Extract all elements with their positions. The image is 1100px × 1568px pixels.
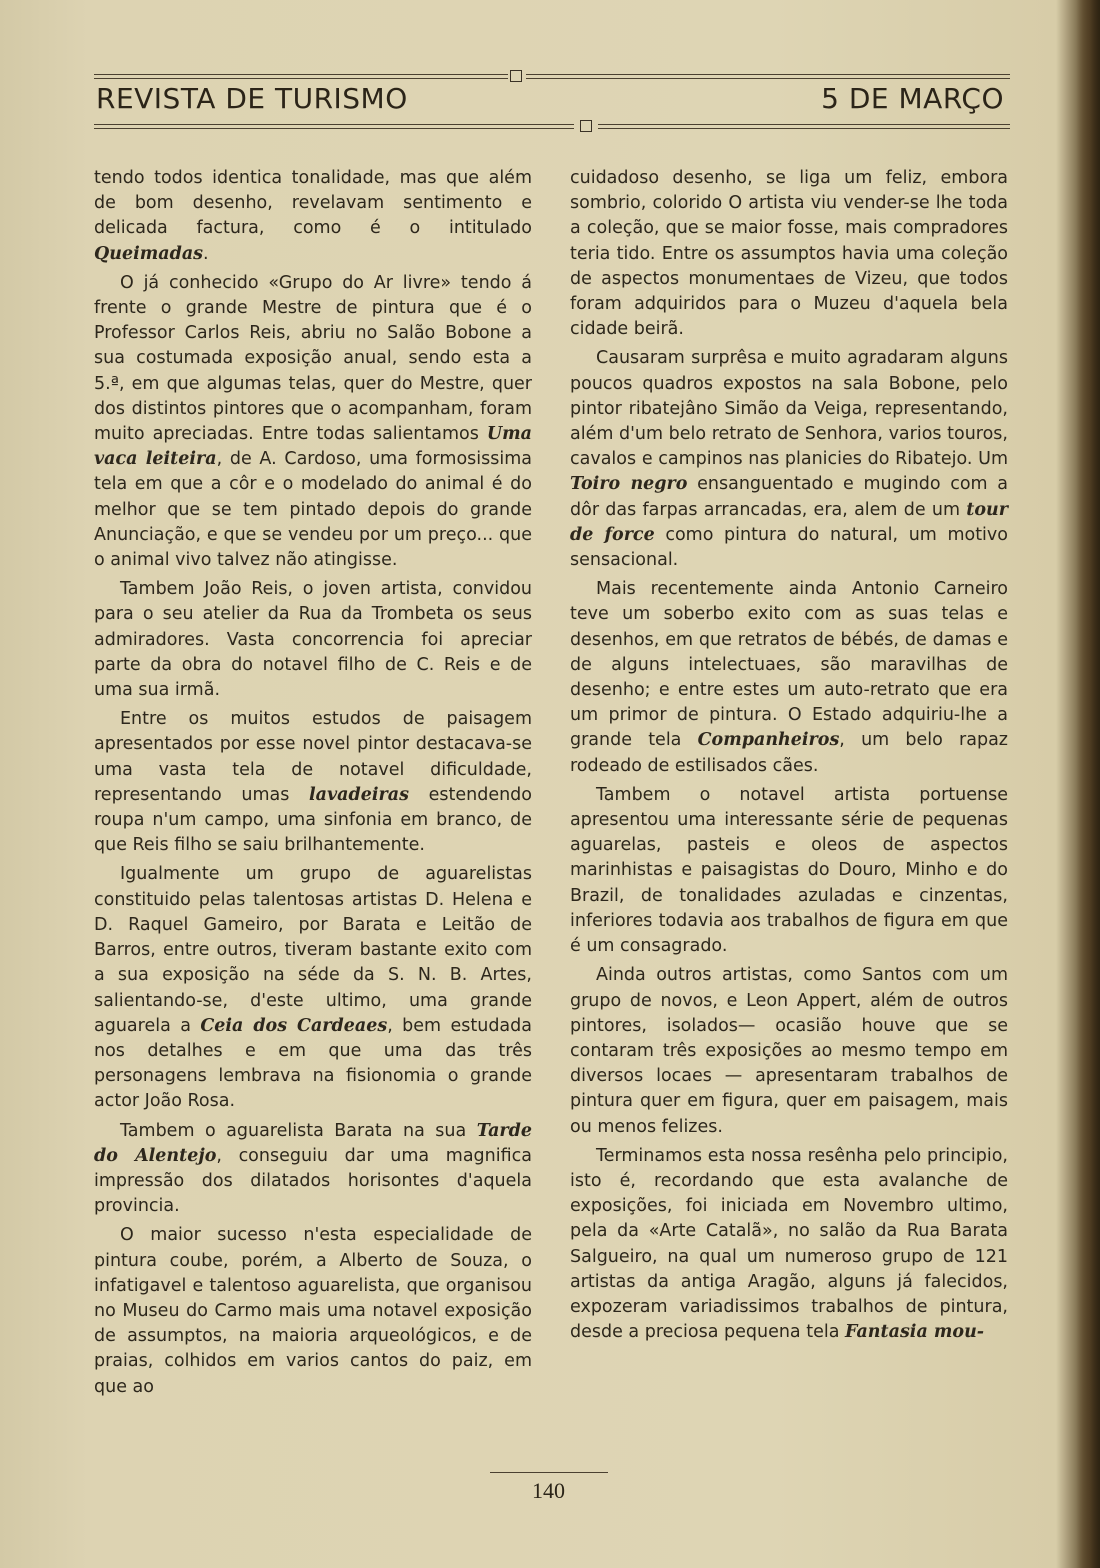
paragraph bbox=[94, 862, 532, 1114]
artwork-title: lavadeiras bbox=[309, 784, 409, 805]
paragraph-text: tendo todos identica tonalidade, mas que além de bom desenho, revelavam sentimento e delicada factura, como é o intitulado bbox=[94, 168, 532, 239]
paragraph-text: , de A. Cardoso, uma formosissima tela em que a côr e o modelado do animal é do melhor que se tem pintado depois do grande Anunciação, e que se vendeu por um preço... que o animal vivo talvez não atingisse. bbox=[94, 449, 532, 571]
paragraph bbox=[570, 1144, 1008, 1346]
header-rule-top-right-inner bbox=[526, 78, 1010, 79]
paragraph-text: , bem estudada nos detalhes e em que uma das três personagens lembrava na fisionomia o grande actor João Rosa. bbox=[94, 1015, 532, 1112]
artwork-title: Queimadas bbox=[94, 243, 204, 264]
header-ornament-box-lower bbox=[580, 120, 592, 132]
header-rule-top-right bbox=[526, 74, 1010, 75]
paragraph-text: Entre os muitos estudos de paisagem apresentados por esse novel pintor destacava-se uma vasta tela de notavel dificuldade, representando umas bbox=[94, 709, 532, 805]
header-rule-bottom bbox=[94, 124, 574, 125]
footer-rule bbox=[490, 1472, 608, 1473]
paragraph-text: Tambem João Reis, o joven artista, convidou para o seu atelier da Rua da Trombeta os seus admiradores. Vasta concorrencia foi apreciar parte da obra do notavel filho de C. Reis e de uma sua irmã. bbox=[94, 579, 532, 701]
header-rule-top-inner bbox=[94, 78, 508, 79]
paragraph bbox=[94, 577, 532, 703]
paragraph-text: . bbox=[203, 243, 209, 264]
binding-edge bbox=[1076, 0, 1100, 1568]
artwork-title: Uma vaca leiteira bbox=[94, 424, 532, 470]
issue-date: 5 DE MARÇO bbox=[821, 82, 1004, 115]
page-number: 140 bbox=[532, 1478, 565, 1503]
paragraph-text: Causaram surprêsa e muito agradaram alguns poucos quadros expostos na sala Bobone, pelo pintor ribatejâno Simão da Veiga, representando, além d'um belo retrato de Senhora, varios touros, cavalos e campinos nas planicies do Ribatejo. Um bbox=[570, 348, 1008, 470]
paragraph bbox=[94, 1223, 532, 1399]
paragraph bbox=[94, 166, 532, 267]
header-ornament-box bbox=[510, 70, 522, 82]
header-rule-bottom-right bbox=[598, 124, 1010, 125]
magazine-title: REVISTA DE TURISMO bbox=[96, 82, 408, 115]
artwork-title: Fantasia mou- bbox=[845, 1322, 985, 1343]
paragraph-text: como pintura do natural, um motivo sensacional. bbox=[570, 524, 1008, 571]
paragraph-text: ensanguentado e mugindo com a dôr das farpas arrancadas, era, alem de um bbox=[570, 474, 1008, 520]
artwork-title: Ceia dos Cardeaes bbox=[200, 1015, 388, 1036]
artwork-title: Toiro negro bbox=[570, 474, 688, 495]
paragraph bbox=[94, 707, 532, 858]
left-text-column bbox=[94, 166, 532, 1400]
paragraph-text: , conseguiu dar uma magnifica impressão dos dilatados horisontes d'aquela provincia. bbox=[94, 1145, 532, 1217]
paragraph-text: Terminamos esta nossa resênha pelo principio, isto é, recordando que esta avalanche de exposições, foi iniciada em Novembro ultimo, pela da «Arte Catalã», no salão da Rua Barata Salgueiro, na qual um numeroso grupo de 121 artistas da antiga Aragão, alguns já falecidos, expozeram variadissimos trabalhos de pintura, desde a preciosa pequena tela bbox=[570, 1145, 1008, 1343]
paragraph bbox=[570, 166, 1008, 342]
right-text-column bbox=[570, 166, 1008, 1345]
paragraph-text: Ainda outros artistas, como Santos com um grupo de novos, e Leon Appert, além de outros pintores, isolados— ocasião houve que se contaram três exposições ao mesmo tempo em diversos locaes — apresentaram trabalhos de pintura quer em figura, quer em paisagem, mais ou menos felizes. bbox=[570, 965, 1008, 1137]
header-rule-bottom-inner bbox=[94, 128, 574, 129]
paragraph bbox=[570, 783, 1008, 959]
paragraph-text: estendendo roupa n'um campo, uma sinfonia em branco, de que Reis filho se saiu brilhantemente. bbox=[94, 784, 532, 856]
paragraph bbox=[570, 577, 1008, 779]
paragraph bbox=[94, 271, 532, 573]
paragraph bbox=[570, 346, 1008, 573]
paragraph-text: Tambem o notavel artista portuense apresentou uma interessante série de pequenas aguarelas, pasteis e oleos de aspectos marinhistas e paisagistas do Douro, Minho e do Brazil, de tonalidades azuladas e cinzentas, inferiores todavia aos trabalhos de figura em que é um consagrado. bbox=[570, 784, 1008, 957]
artwork-title: tour de force bbox=[570, 499, 1008, 545]
paragraph-text: cuidadoso desenho, se liga um feliz, embora sombrio, colorido O artista viu vender-se lhe toda a coleção, que se maior fosse, mais compradores teria tido. Entre os assumptos havia uma coleção de aspectos monumentaes de Vizeu, que todos foram adquiridos para o Muzeu d'aquela bela cidade beirã. bbox=[570, 168, 1008, 340]
artwork-title: Tarde do Alentejo bbox=[94, 1120, 532, 1166]
paragraph-text: Igualmente um grupo de aguarelistas constituido pelas talentosas artistas D. Helena e D. Raquel Gameiro, por Barata e Leitão de Barros, entre outros, tiveram bastante exito com a sua exposição na séde da S. N. B. Artes, salientando-se, d'este ultimo, uma grande aguarela a bbox=[94, 864, 532, 1036]
paragraph-text: Mais recentemente ainda Antonio Carneiro teve um soberbo exito com as suas telas e desenhos, em que retratos de bébés, de damas e de alguns intelectuaes, são maravilhas de desenho; e entre estes um auto-retrato que era um primor de pintura. O Estado adquiriu-lhe a grande tela bbox=[570, 579, 1008, 751]
header-rule-bottom-right-inner bbox=[598, 128, 1010, 129]
paragraph bbox=[94, 1119, 532, 1220]
header-rule-top bbox=[94, 74, 508, 75]
artwork-title: Companheiros bbox=[697, 730, 840, 751]
paragraph-text: , um belo rapaz rodeado de estilisados cães. bbox=[570, 730, 1008, 776]
paragraph-text: Tambem o aguarelista Barata na sua bbox=[120, 1120, 477, 1141]
paragraph bbox=[570, 963, 1008, 1139]
paragraph-text: O maior sucesso n'esta especialidade de pintura coube, porém, a Alberto de Souza, o infatigavel e talentoso aguarelista, que organisou no Museu do Carmo mais uma notavel exposição de assumptos, na maioria arqueológicos, e de praias, colhidos em varios cantos do paiz, em que ao bbox=[94, 1225, 532, 1397]
paragraph-text: O já conhecido «Grupo do Ar livre» tendo á frente o grande Mestre de pintura que é o Professor Carlos Reis, abriu no Salão Bobone a sua costumada exposição anual, sendo esta a 5.ª, em que algumas telas, quer do Mestre, quer dos distintos pintores que o acompanham, foram muito apreciadas. Entre todas salientamos bbox=[94, 272, 532, 445]
